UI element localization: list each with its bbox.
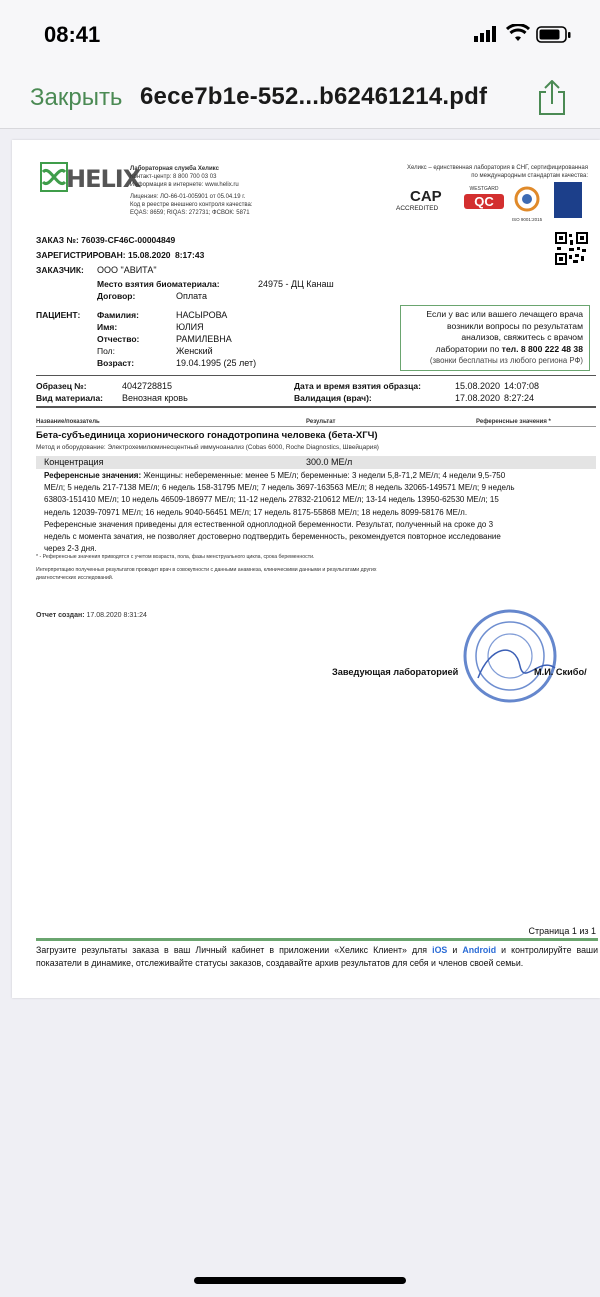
cellular-signal-icon — [474, 26, 500, 42]
name-value: ЮЛИЯ — [176, 322, 204, 332]
helix-logo: HELIX — [66, 165, 141, 193]
cap-label: CAP — [410, 188, 442, 205]
lab-license: Лицензия: ЛО-66-01-005901 от 05.04.19 г. — [130, 194, 246, 200]
divider — [36, 375, 596, 376]
reference-line: Референсные значения приведены для естественной одноплодной беременности. Результат, полученный на сроке до 3 — [44, 519, 494, 529]
sex-label: Пол: — [97, 346, 115, 356]
place-label: Место взятия биоматериала: — [97, 279, 220, 289]
home-indicator[interactable] — [194, 1277, 406, 1284]
divider — [36, 406, 596, 408]
patient-label: ПАЦИЕНТ: — [36, 310, 81, 320]
iso-label: ISO 9001:2015 — [511, 217, 543, 222]
promo-and: и — [447, 945, 463, 955]
order-registered: ЗАРЕГИСТРИРОВАН: 15.08.2020 — [36, 250, 171, 260]
status-time: 08:41 — [44, 22, 101, 47]
qr-code-icon — [555, 232, 588, 265]
taken-date: 15.08.2020 — [455, 381, 501, 391]
order-number: ЗАКАЗ №: 76039-CF46C-00004849 — [36, 235, 176, 245]
android-link[interactable]: Android — [462, 945, 497, 955]
report-created-value: 17.08.2020 8:31:24 — [86, 612, 147, 619]
sample-label: Образец №: — [36, 381, 87, 391]
head-label: Заведующая лабораторией — [332, 667, 459, 677]
iso-seal-icon — [514, 186, 540, 212]
col-name-header: Название/показатель — [36, 419, 100, 425]
westgard-logo — [464, 186, 504, 209]
cert-text — [360, 164, 588, 180]
ios-link[interactable]: iOS — [432, 945, 448, 955]
place-value: 24975 - ДЦ Канаш — [258, 279, 334, 289]
promo-part-2: и контролируйте ваши показатели в динамике, отслеживайте статусы заказов, создавайте архив результатов для себя и членов своей семьи. — [36, 945, 598, 968]
divider — [36, 426, 596, 427]
footnote: * - Референсные значения приводятся с учетом возраста, пола, фазы менструального цикла, срока беременности. — [36, 554, 315, 560]
wifi-icon — [506, 24, 530, 42]
material-label: Вид материала: — [36, 393, 104, 403]
page-number: Страница 1 из 1 — [528, 926, 596, 936]
patronymic-label: Отчество: — [97, 334, 140, 344]
contact-phone: тел. 8 800 222 48 38 — [501, 343, 583, 354]
result-param: Концентрация — [44, 457, 104, 467]
interpret-line-1: Интерпретацию полученных результатов проводит врач в совокупности с данными анамнеза, клиническими данными и результатами других — [36, 567, 377, 573]
promo-part-1: Загрузите результаты заказа в ваш Личный кабинет в приложении «Хеликс Клиент» для — [36, 945, 433, 955]
westgard-label: WESTGARD — [469, 186, 499, 192]
validation-label: Валидация (врач): — [294, 393, 372, 403]
lab-info — [130, 165, 253, 217]
contact-line-4 — [405, 344, 583, 356]
contact-box — [400, 305, 590, 371]
lab-name: Лабораторная служба Хеликс — [130, 166, 219, 172]
surname-label: Фамилия: — [97, 310, 139, 320]
reference-line: недель 12039-70971 МЕ/л; 16 недель 9040-56451 МЕ/л; 17 недель 8175-55868 МЕ/л; 18 недель 8099-58176 МЕ/л. — [44, 507, 468, 517]
result-value: 300.0 МЕ/л — [306, 457, 353, 467]
test-method: Метод и оборудование: Электрохемилюминесцентный иммуноанализ (Cobas 6000, Roche Diagnostics, Швейцария) — [36, 444, 379, 451]
contact-line-4-prefix: лаборатории по — [435, 343, 502, 354]
col-result-header: Результат — [306, 419, 336, 425]
reference-line: через 2-3 дня. — [44, 544, 97, 554]
reference-line: 63803-151410 МЕ/л; 10 недель 46509-186977 МЕ/л; 11-12 недель 27832-210612 МЕ/л; 13-14 недель 13950-62530 МЕ/л; 15 — [44, 495, 499, 505]
contact-line-5: (звонки бесплатны из любого региона РФ) — [429, 356, 583, 365]
age-value: 19.04.1995 (25 лет) — [176, 358, 257, 368]
contact-line-1: Если у вас или вашего лечащего врача — [426, 309, 583, 319]
sex-value: Женский — [176, 346, 213, 356]
contact-line-2: возникли вопросы по результатам — [447, 320, 583, 331]
contract-label: Договор: — [97, 291, 136, 301]
cert-line-1: Хеликс – единственная лаборатория в СНГ, сертифицированная — [406, 165, 588, 171]
taken-label: Дата и время взятия образца: — [294, 381, 421, 391]
patronymic-value: РАМИЛЕВНА — [176, 334, 232, 344]
lab-registry: Код в реестре внешнего контроля качества: — [130, 202, 253, 208]
customer-value: ООО "АВИТА" — [97, 265, 157, 275]
iso-logo — [510, 186, 544, 222]
reference-line: МЕ/л; 5 недель 217-7138 МЕ/л; 6 недель 158-31795 МЕ/л; 7 недель 3697-163563 МЕ/л; 8 недель 32065-149571 МЕ/л; 9 недель — [44, 483, 515, 493]
app-promo-text — [36, 944, 598, 969]
close-button[interactable]: Закрыть — [30, 84, 123, 111]
qc-badge: QC — [464, 194, 504, 209]
lab-site: Информация в интернете: www.helix.ru — [130, 182, 239, 188]
age-label: Возраст: — [97, 358, 135, 368]
cert-line-2: по международным стандартам качества: — [471, 173, 588, 179]
cap-sub: ACCREDITED — [396, 205, 439, 212]
contact-line-3: анализов, свяжитесь с врачом — [461, 332, 583, 342]
head-name: М.И. Скибо/ — [534, 667, 587, 677]
contract-value: Оплата — [176, 291, 207, 301]
share-icon[interactable] — [536, 80, 568, 116]
taken-time: 14:07:08 — [504, 381, 540, 391]
reference-label: Референсные значения: — [44, 471, 142, 480]
validation-time: 8:27:24 — [504, 393, 535, 403]
reference-line — [44, 470, 596, 482]
reference-block — [44, 470, 596, 555]
order-registered-time: 8:17:43 — [175, 250, 205, 260]
validation-date: 17.08.2020 — [455, 393, 501, 403]
file-title: 6ece7b1e-552...b62461214.pdf — [140, 83, 488, 110]
cap-logo — [396, 188, 454, 212]
global-cert-badge — [554, 182, 582, 218]
test-title: Бета-субъединица хорионического гонадотропина человека (бета-ХГЧ) — [36, 430, 378, 441]
material-value: Венозная кровь — [122, 393, 188, 403]
helix-logo-icon — [40, 162, 68, 192]
lab-contact: Контакт-центр: 8 800 700 03 03 — [130, 174, 217, 180]
sample-value: 4042728815 — [122, 381, 173, 391]
report-created — [36, 612, 147, 620]
reference-line: недель с момента зачатия, не позволяет достоверно подтвердить беременность, рекомендуется повторное исследование — [44, 532, 501, 542]
col-ref-header: Референсные значения * — [476, 419, 551, 425]
lab-stamp-icon — [460, 606, 560, 706]
lab-codes: EQAS: 8659; RIQAS: 272731; ФСВОК: 5871 — [130, 210, 250, 216]
surname-value: НАСЫРОВА — [176, 310, 228, 320]
interpret-line-2: диагностических исследований. — [36, 575, 114, 581]
reference-line-text: Женщины: небеременные: менее 5 МЕ/л; беременные: 3 недели 5,8-71,2 МЕ/л; 4 недели 9,5-750 — [143, 471, 506, 480]
name-label: Имя: — [97, 322, 118, 332]
customer-label: ЗАКАЗЧИК: — [36, 265, 84, 275]
footer-divider — [36, 938, 598, 941]
report-created-label: Отчет создан: — [36, 612, 85, 619]
battery-icon — [536, 26, 572, 44]
